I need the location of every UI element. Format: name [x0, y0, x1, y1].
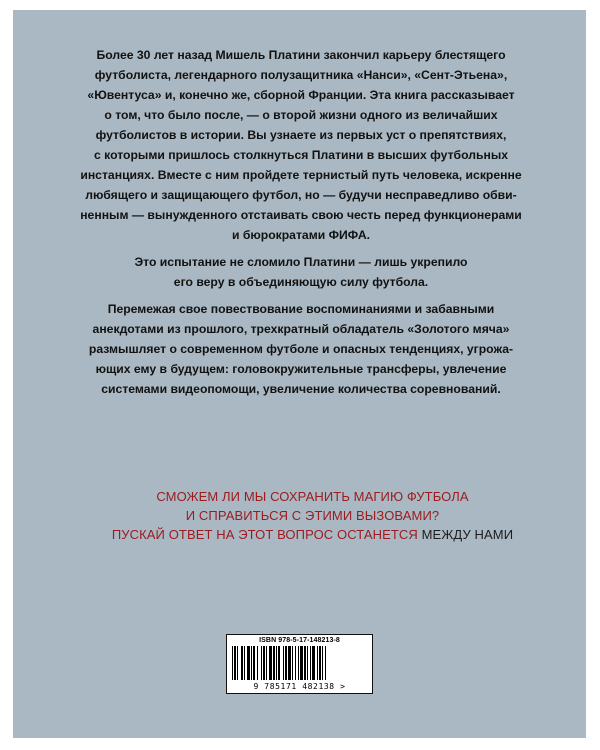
callout-line-1: СМОЖЕМ ЛИ МЫ СОХРАНИТЬ МАГИЮ ФУТБОЛА: [156, 489, 469, 504]
blurb-line: Это испытание не сломило Платини — лишь укрепило: [134, 255, 468, 269]
blurb-paragraph: [66, 45, 536, 245]
blurb-line: с которыми пришлось столкнуться Платини в высших футбольных: [93, 148, 509, 162]
callout-line-3-main: ПУСКАЙ ОТВЕТ НА ЭТОТ ВОПРОС ОСТАНЕТСЯ: [111, 527, 422, 542]
blurb-line: ющих ему в будущем: головокружительные трансферы, увлечение: [95, 362, 507, 376]
blurb-line: его веру в объединяющую силу футбола.: [173, 275, 429, 289]
blurb-line: футболиста, легендарного полузащитника «Нанси», «Сент-Этьена»,: [94, 68, 508, 82]
barcode-digits: 9 785171 482138 >: [253, 682, 346, 691]
callout-line-2: И СПРАВИТЬСЯ С ЭТИМИ ВЫЗОВАМИ?: [185, 508, 440, 523]
blurb-line: размышляет о современном футболе и опасных тенденциях, угрожа-: [88, 342, 514, 356]
isbn-text: ISBN 978-5-17-148213-8: [259, 637, 340, 644]
barcode-icon: [230, 646, 369, 682]
blurb-line: анекдотами из прошлого, трехкратный обладатель «Золотого мяча»: [92, 322, 510, 336]
book-back-cover: [13, 10, 586, 738]
blurb-line: Перемежая свое повествование воспоминаниями и забавными: [107, 302, 495, 316]
blurb-paragraph: [66, 252, 536, 292]
blurb-line: системами видеопомощи, увеличение количества соревнований.: [101, 382, 501, 396]
blurb-line: инстанциях. Вместе с ним пройдете тернистый путь человека, искренне: [80, 168, 522, 182]
callout-line-3: [26, 525, 599, 544]
barcode-label: [226, 634, 373, 694]
blurb-line: «Ювентуса» и, конечно же, сборной Франции. Эта книга рассказывает: [87, 88, 515, 102]
blurb-line: ненным — вынужденного отстаивать свою честь перед функционерами: [80, 208, 522, 222]
blurb-line: о том, что было после, — о второй жизни одного из величайших: [104, 108, 498, 122]
blurb-text: [66, 45, 536, 406]
callout-quote: [26, 487, 599, 544]
blurb-paragraph: [66, 299, 536, 399]
callout-line-3-tail: МЕЖДУ НАМИ: [421, 527, 514, 542]
blurb-line: и бюрократами ФИФА.: [231, 228, 371, 242]
blurb-line: любящего и защищающего футбол, но — будучи несправедливо обви-: [85, 188, 517, 202]
blurb-line: Более 30 лет назад Мишель Платини закончил карьеру блестящего: [96, 48, 506, 62]
blurb-line: футболистов в истории. Вы узнаете из первых уст о препятствиях,: [95, 128, 507, 142]
